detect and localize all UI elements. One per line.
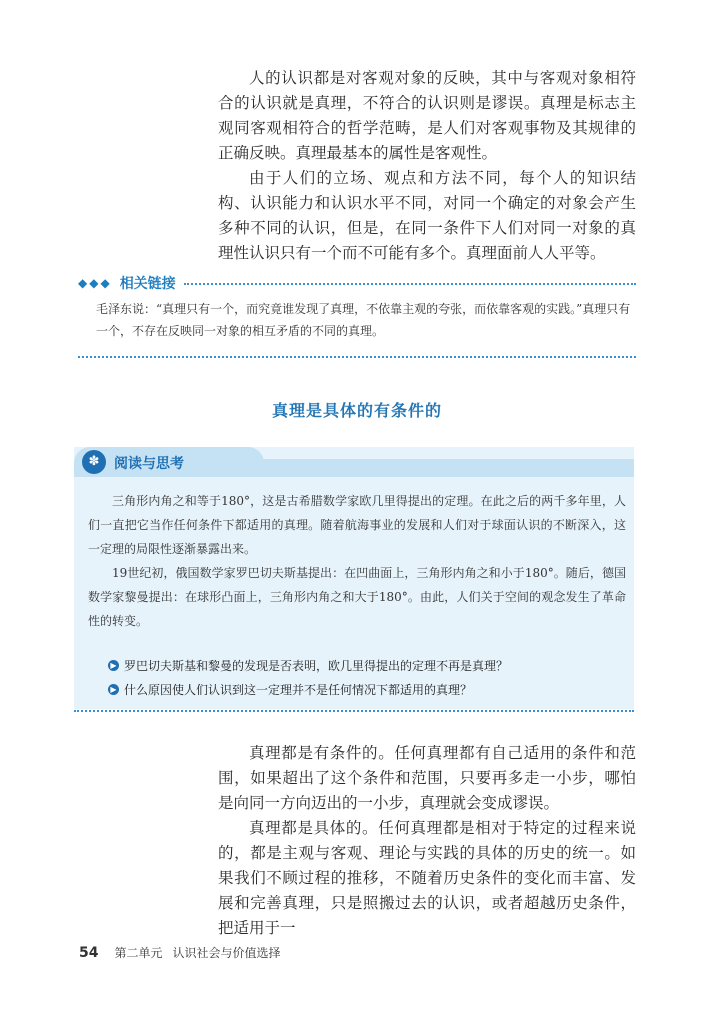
question-list [108,653,508,701]
page-footer [79,944,281,961]
diamond-icon: ◆◆◆ [78,276,112,290]
unit-title: 认识社会与价值选择 [172,946,281,960]
reading-body [88,489,626,633]
dotted-divider [184,283,636,285]
arrow-right-icon: ▶ [108,660,119,671]
reading-title: 阅读与思考 [114,456,184,472]
arrow-right-icon: ▶ [108,684,119,695]
reading-paragraph: 三角形内角之和等于180°，这是古希腊数学家欧几里得提出的定理。在此之后的两千多年里，人们一直把它当作任何条件下都适用的真理。随着航海事业的发展和人们对于球面认识的不断深入，这一定理的局限性逐渐暴露出来。 [88,494,626,556]
related-link-title: 相关链接 [119,276,176,292]
question-text: 罗巴切夫斯基和黎曼的发现是否表明，欧几里得提出的定理不再是真理？ [124,658,509,673]
header-band [254,459,634,477]
bottom-text-block [218,741,636,941]
reading-header [74,447,634,477]
dotted-divider [78,356,636,358]
reading-paragraph: 19世纪初，俄国数学家罗巴切夫斯基提出：在凹曲面上，三角形内角之和小于180°。随后，德国数学家黎曼提出：在球形凸面上，三角形内角之和大于180°。由此，人们关于空间的观念发生了革命性的转变。 [88,566,626,628]
reading-icon: ✽ [82,450,106,474]
question-text: 什么原因使人们认识到这一定理并不是任何情况下都适用的真理？ [124,682,473,697]
dotted-divider [74,710,634,712]
top-text-block [218,66,636,266]
paragraph: 真理都是有条件的。任何真理都有自己适用的条件和范围，如果超出了这个条件和范围，只要再多走一小步，哪怕是向同一方向迈出的一小步，真理就会变成谬误。 [218,744,636,812]
section-title: 真理是具体的有条件的 [271,401,442,420]
related-link-box [78,272,636,358]
related-link-text: 毛泽东说：“真理只有一个，而究竟谁发现了真理，不依靠主观的夸张，而依靠客观的实践。”真理只有一个，不存在反映同一对象的相互矛盾的不同的真理。 [96,302,631,338]
question-item [108,653,508,677]
reading-thinking-box [74,447,634,709]
unit-label: 第二单元 [114,946,163,960]
question-item [108,677,508,701]
paragraph: 真理都是具体的。任何真理都是相对于特定的过程来说的，都是主观与客观、理论与实践的具体的历史的统一。如果我们不顾过程的推移，不随着历史条件的变化而丰富、发展和完善真理，只是照搬过去的认识，或者超越历史条件，把适用于一 [218,819,636,937]
page-number: 54 [79,945,99,961]
paragraph: 由于人们的立场、观点和方法不同，每个人的知识结构、认识能力和认识水平不同，对同一个确定的对象会产生多种不同的认识，但是，在同一条件下人们对同一对象的真理性认识只有一个而不可能有多个。真理面前人人平等。 [218,169,636,262]
related-link-header [78,272,636,294]
paragraph: 人的认识都是对客观对象的反映，其中与客观对象相符合的认识就是真理，不符合的认识则是谬误。真理是标志主观同客观相符合的哲学范畴，是人们对客观事物及其规律的正确反映。真理最基本的属性是客观性。 [218,69,636,162]
